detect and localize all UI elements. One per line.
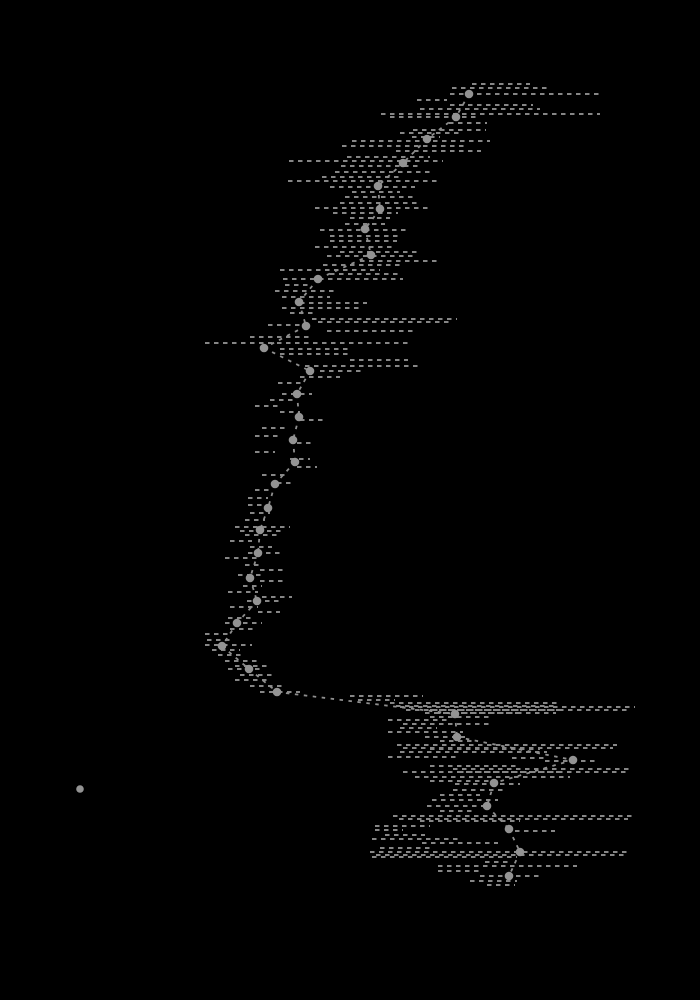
- data-point: [233, 619, 242, 628]
- path-segment: [237, 601, 257, 623]
- isolated-data-point: [76, 785, 84, 793]
- data-point: [246, 574, 255, 583]
- data-point: [505, 872, 514, 881]
- path-segment: [264, 348, 310, 371]
- data-point: [423, 135, 432, 144]
- data-point: [505, 825, 514, 834]
- data-point: [293, 390, 302, 399]
- data-point: [253, 597, 262, 606]
- data-point: [273, 688, 282, 697]
- data-point: [264, 504, 273, 513]
- path-segment: [275, 462, 295, 484]
- data-point: [483, 802, 492, 811]
- data-point: [376, 205, 385, 214]
- data-point: [302, 322, 311, 331]
- data-point: [271, 480, 280, 489]
- data-point: [218, 642, 227, 651]
- data-point: [291, 458, 300, 467]
- path-segment: [487, 806, 509, 829]
- data-point: [374, 182, 383, 191]
- data-point: [452, 113, 461, 122]
- data-point: [306, 367, 315, 376]
- path-segment: [427, 117, 456, 139]
- data-point: [453, 733, 462, 742]
- data-point: [245, 665, 254, 674]
- data-point: [490, 779, 499, 788]
- data-point: [569, 756, 578, 765]
- data-point: [289, 436, 298, 445]
- data-point: [256, 526, 265, 535]
- data-point: [367, 251, 376, 260]
- path-segment: [318, 255, 371, 279]
- data-point: [254, 549, 263, 558]
- data-point: [314, 275, 323, 284]
- data-point: [399, 159, 408, 168]
- data-point: [516, 848, 525, 857]
- data-point: [260, 344, 269, 353]
- data-point: [295, 298, 304, 307]
- data-point: [465, 90, 474, 99]
- data-point: [361, 225, 370, 234]
- data-point: [295, 413, 304, 422]
- data-point: [451, 710, 460, 719]
